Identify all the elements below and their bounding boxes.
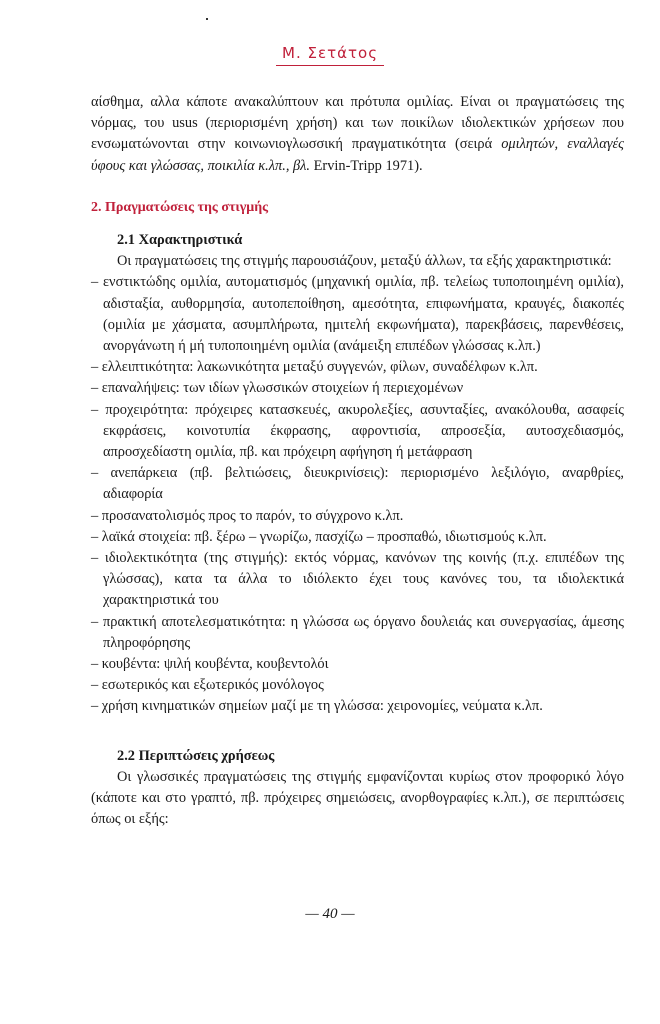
characteristics-intro: Οι πραγματώσεις της στιγμής παρουσιάζουν, μεταξύ άλλων, τα εξής χαρακτηριστικά: [117, 253, 612, 270]
page-number: — 40 — [305, 906, 355, 922]
list-item: – ιδιολεκτικότητα (της στιγμής): εκτός νόρμας, κανόνων της κοινής (π.χ. επιπέδων της γλώσσας), κατα τα άλλα το ιδιόλεκτο έχει τους κανόνες του, τα ιδιολεκτικά χαρακτηριστικά του [91, 550, 624, 609]
list-item: – ανεπάρκεια (πβ. βελτιώσεις, διευκρινίσεις): περιορισμένο λεξιλόγιο, αναρθρίες, αδιαφορία [91, 465, 624, 503]
scan-speck [206, 18, 208, 20]
usage-paragraph: Οι γλωσσικές πραγματώσεις της στιγμής εμφανίζονται κυρίως στον προφορικό λόγο (κάποτε και στο γραπτό, πβ. πρόχειρες σημειώσεις, ανορθογραφίες κ.λπ.), σε περιπτώσεις όπως οι εξής: [91, 768, 624, 828]
list-item: – προχειρότητα: πρόχειρες κατασκευές, ακυρολεξίες, ασυνταξίες, ανακόλουθα, ασαφείς εκφράσεις, κοινοτυπία έκφρασης, αφροντισία, απροσεξία, αυτοσχεδιασμός, απροσχεδίαστη ομιλία, πβ. και πρόχειρη αφήγηση ή μετάφραση [91, 401, 624, 461]
intro-citation: Ervin-Tripp 1971). [310, 157, 423, 174]
intro-text: αίσθημα, αλλα κάποτε ανακαλύπτουν και πρότυπα ομιλίας. Είναι οι πραγματώσεις της νόρμας, του usus (περιορισμένη χρήση) και των ποικίλων ιδιολεκτικών χρήσεων που ενσωματώνονται στην κοινωνιογλωσσική πραγματικότητα (σειρά [91, 94, 624, 153]
list-item: – εσωτερικός και εξωτερικός μονόλογος [91, 677, 324, 694]
list-item: – λαϊκά στοιχεία: πβ. ξέρω – γνωρίζω, πασχίζω – προσπαθώ, ιδιωτισμούς κ.λπ. [91, 528, 547, 545]
characteristics-list [91, 272, 624, 717]
subsection-heading-usage: 2.2 Περιπτώσεις χρήσεως [117, 747, 275, 764]
subsection-heading-characteristics: 2.1 Χαρακτηριστικά [117, 232, 243, 249]
intro-paragraph [91, 92, 624, 177]
running-title: Μ. Σετάτος [276, 44, 384, 66]
list-item: – χρήση κινηματικών σημείων μαζί με τη γλώσσα: χειρονομίες, νεύματα κ.λπ. [91, 698, 543, 715]
section-heading: 2. Πραγματώσεις της στιγμής [91, 199, 269, 215]
intro-italic-text: ομιλητών, εναλλαγές ύφους και γλώσσας, ποικιλία κ.λπ., βλ. [91, 136, 625, 174]
body-text [91, 92, 624, 831]
list-item: – επαναλήψεις: των ιδίων γλωσσικών στοιχείων ή περιεχομένων [91, 380, 464, 397]
list-item: – ελλειπτικότητα: λακωνικότητα μεταξύ συγγενών, φίλων, συναδέλφων κ.λπ. [91, 359, 538, 376]
list-item: – ενστικτώδης ομιλία, αυτοματισμός (μηχανική ομιλία, πβ. τελείως τυποποιημένη ομιλία), αδισταξία, αυθορμησία, αυτοπεποίθηση, αμεσότητα, επιφωνήματα, κραυγές, διακοπές (ομιλία με χάσματα, ασυμπλήρωτα, ημιτελή εκφωνήματα), παρεκβάσεις, παρενθέσεις, ανοργάνωτη ή μή τυποποιημένη ομιλία (ανάμειξη επιπέδων γλώσσας κ.λπ.) [91, 274, 624, 355]
running-header [0, 44, 660, 62]
list-item: – πρακτική αποτελεσματικότητα: η γλώσσα ως όργανο δουλειάς και συνεργασίας, άμεσης πληροφόρησης [91, 613, 624, 651]
list-item: – κουβέντα: ψιλή κουβέντα, κουβεντολόι [91, 656, 329, 673]
list-item: – προσανατολισμός προς το παρόν, το σύγχρονο κ.λπ. [91, 507, 404, 524]
